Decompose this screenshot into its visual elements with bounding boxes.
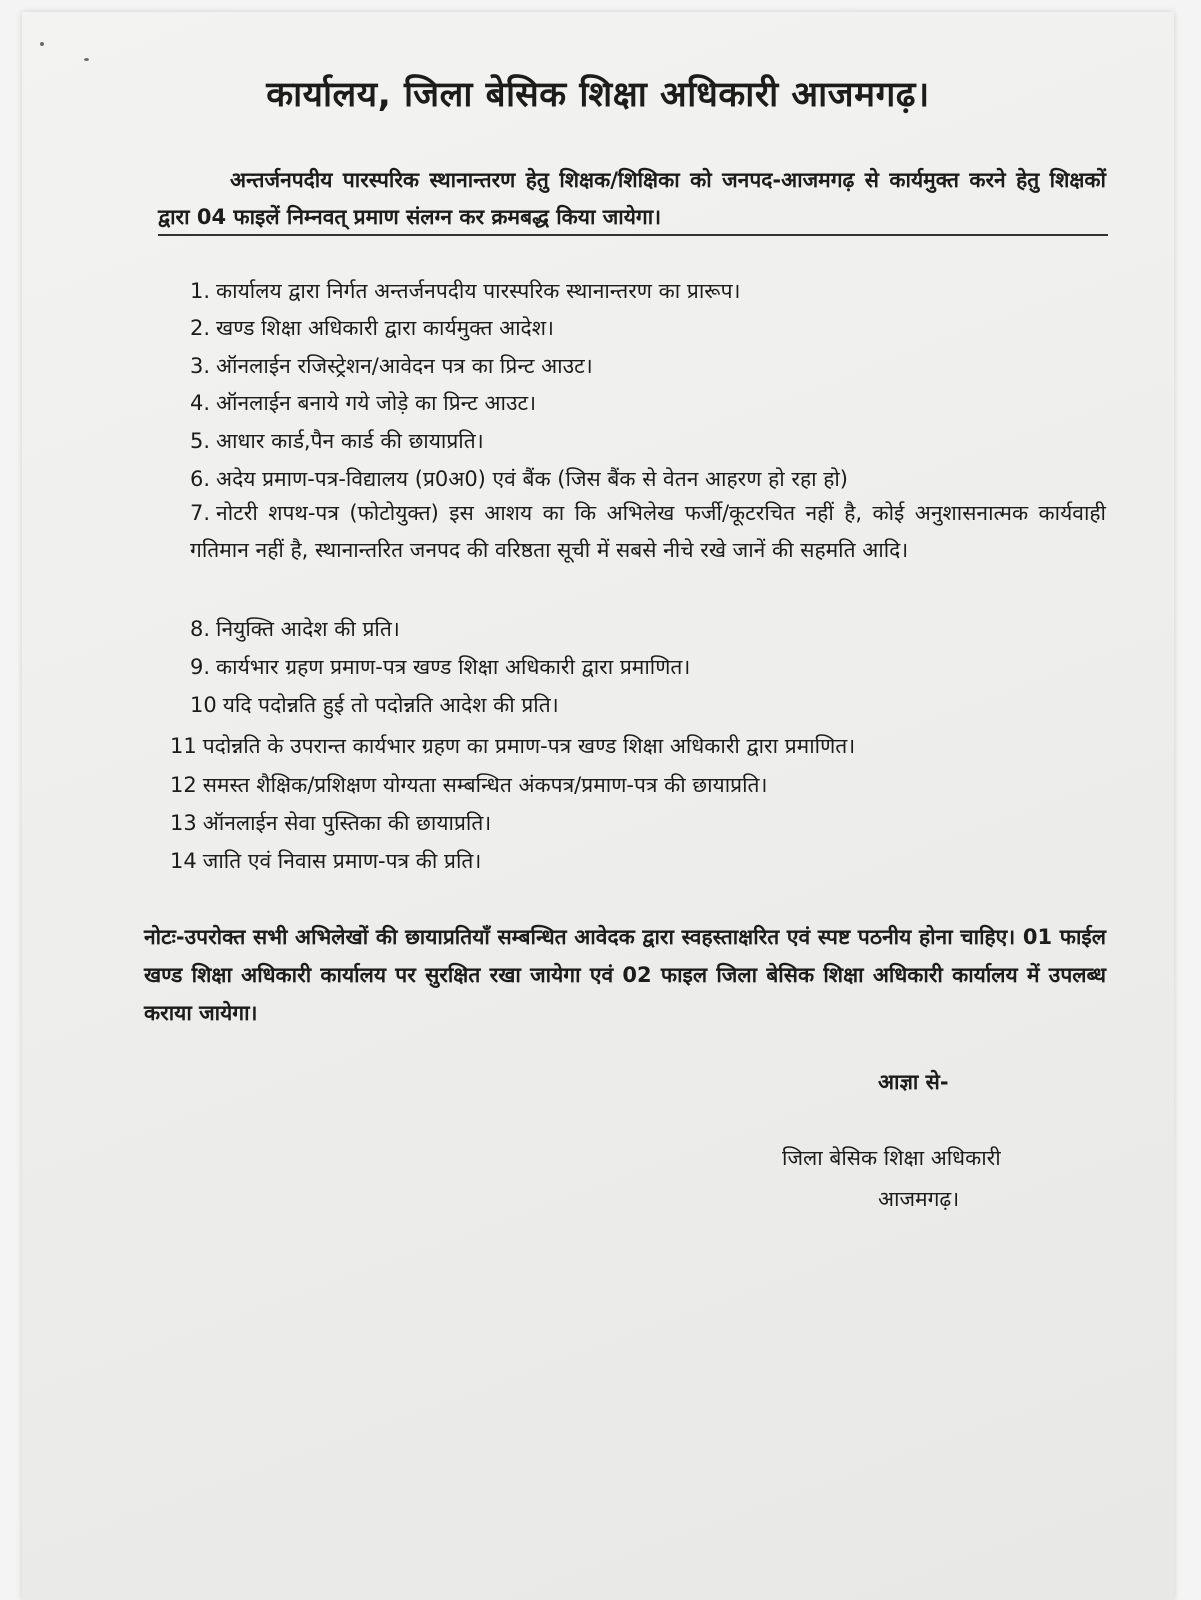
office-title: कार्यालय, जिला बेसिक शिक्षा अधिकारी आजमगढ़। xyxy=(266,75,930,115)
intro-paragraph: अन्तर्जनपदीय पारस्परिक स्थानान्तरण हेतु शिक्षक/शिक्षिका को जनपद-आजमगढ़ से कार्यमुक्त करने हेतु शिक्षकों द्वारा 04 फाइलें निम्नवत् प्रमाण संलग्न कर क्रमबद्ध किया जायेगा। xyxy=(158,168,1106,229)
list-item-number: 2. xyxy=(190,316,211,340)
list-item xyxy=(190,465,848,493)
list-item-text: अदेय प्रमाण-पत्र-विद्यालय (प्र0अ0) एवं बैंक (जिस बैंक से वेतन आहरण हो रहा हो) xyxy=(216,467,849,491)
list-item-number: 7. xyxy=(190,501,211,525)
list-item xyxy=(190,277,741,305)
list-item xyxy=(190,352,593,380)
list-item-text: नोटरी शपथ-पत्र (फोटोयुक्त) इस आशय का कि अभिलेख फर्जी/कूटरचित नहीं है, कोई अनुशासनात्मक कार्यवाही गतिमान नहीं है, स्थानान्तरित जनपद की वरिष्ठता सूची में सबसे नीचे रखे जानें की सहमति आदि। xyxy=(190,501,1106,562)
list-item-number: 10 xyxy=(190,693,217,717)
intro-underline xyxy=(158,234,1108,236)
list-item xyxy=(190,314,554,342)
list-item-text: आधार कार्ड,पैन कार्ड की छायाप्रति। xyxy=(216,429,484,453)
list-item-text: समस्त शैक्षिक/प्रशिक्षण योग्यता सम्बन्धित अंकपत्र/प्रमाण-पत्र की छायाप्रति। xyxy=(202,773,768,797)
list-item-number: 8. xyxy=(190,617,211,641)
list-item xyxy=(190,691,559,719)
document-page xyxy=(22,12,1174,1600)
signatory-designation: जिला बेसिक शिक्षा अधिकारी xyxy=(782,1146,1001,1170)
signature-block xyxy=(782,1138,1001,1220)
list-item-number: 13 xyxy=(170,811,197,835)
list-item-text: नियुक्ति आदेश की प्रति। xyxy=(216,617,400,641)
note-paragraph: नोटः-उपरोक्त सभी अभिलेखों की छायाप्रतियाँ सम्बन्धित आवेदक द्वारा स्वहस्ताक्षरित एवं स्पष्ट पठनीय होना चाहिए। 01 फाईल खण्ड शिक्षा अधिकारी कार्यालय पर सुरक्षित रखा जायेगा एवं 02 फाइल जिला बेसिक शिक्षा अधिकारी कार्यालय में उपलब्ध कराया जायेगा। xyxy=(144,925,1106,1025)
list-item-number: 1. xyxy=(190,279,211,303)
list-item xyxy=(190,495,1106,569)
list-item-text: ऑनलाईन सेवा पुस्तिका की छायाप्रति। xyxy=(202,811,492,835)
list-item-number: 9. xyxy=(190,655,211,679)
paper-speck xyxy=(40,42,44,46)
paper-speck xyxy=(84,58,89,61)
list-item-number: 4. xyxy=(190,391,211,415)
list-item xyxy=(170,847,481,875)
list-item-number: 14 xyxy=(170,849,197,873)
list-item xyxy=(190,389,536,417)
list-item-text: यदि पदोन्नति हुई तो पदोन्नति आदेश की प्रति। xyxy=(222,693,559,717)
list-item-number: 11 xyxy=(170,734,197,758)
list-item-text: पदोन्नति के उपरान्त कार्यभार ग्रहण का प्रमाण-पत्र खण्ड शिक्षा अधिकारी द्वारा प्रमाणित। xyxy=(202,734,856,758)
list-item-text: कार्यालय द्वारा निर्गत अन्तर्जनपदीय पारस्परिक स्थानान्तरण का प्रारूप। xyxy=(216,279,741,303)
list-item-number: 6. xyxy=(190,467,211,491)
list-item-text: कार्यभार ग्रहण प्रमाण-पत्र खण्ड शिक्षा अधिकारी द्वारा प्रमाणित। xyxy=(216,655,691,679)
list-item-text: जाति एवं निवास प्रमाण-पत्र की प्रति। xyxy=(202,849,482,873)
list-item xyxy=(170,732,855,760)
list-item-text: ऑनलाईन बनाये गये जोड़े का प्रिन्ट आउट। xyxy=(216,391,537,415)
list-item xyxy=(170,809,491,837)
list-item xyxy=(190,653,690,681)
by-order-text: आज्ञा से- xyxy=(878,1070,949,1094)
list-item-number: 3. xyxy=(190,354,211,378)
list-item-text: ऑनलाईन रजिस्ट्रेशन/आवेदन पत्र का प्रिन्ट आउट। xyxy=(216,354,593,378)
list-item-number: 5. xyxy=(190,429,211,453)
list-item xyxy=(170,771,767,799)
list-item-text: खण्ड शिक्षा अधिकारी द्वारा कार्यमुक्त आदेश। xyxy=(216,316,554,340)
list-item xyxy=(190,427,484,455)
list-item xyxy=(190,615,400,643)
list-item-number: 12 xyxy=(170,773,197,797)
signatory-district: आजमगढ़। xyxy=(878,1187,960,1211)
